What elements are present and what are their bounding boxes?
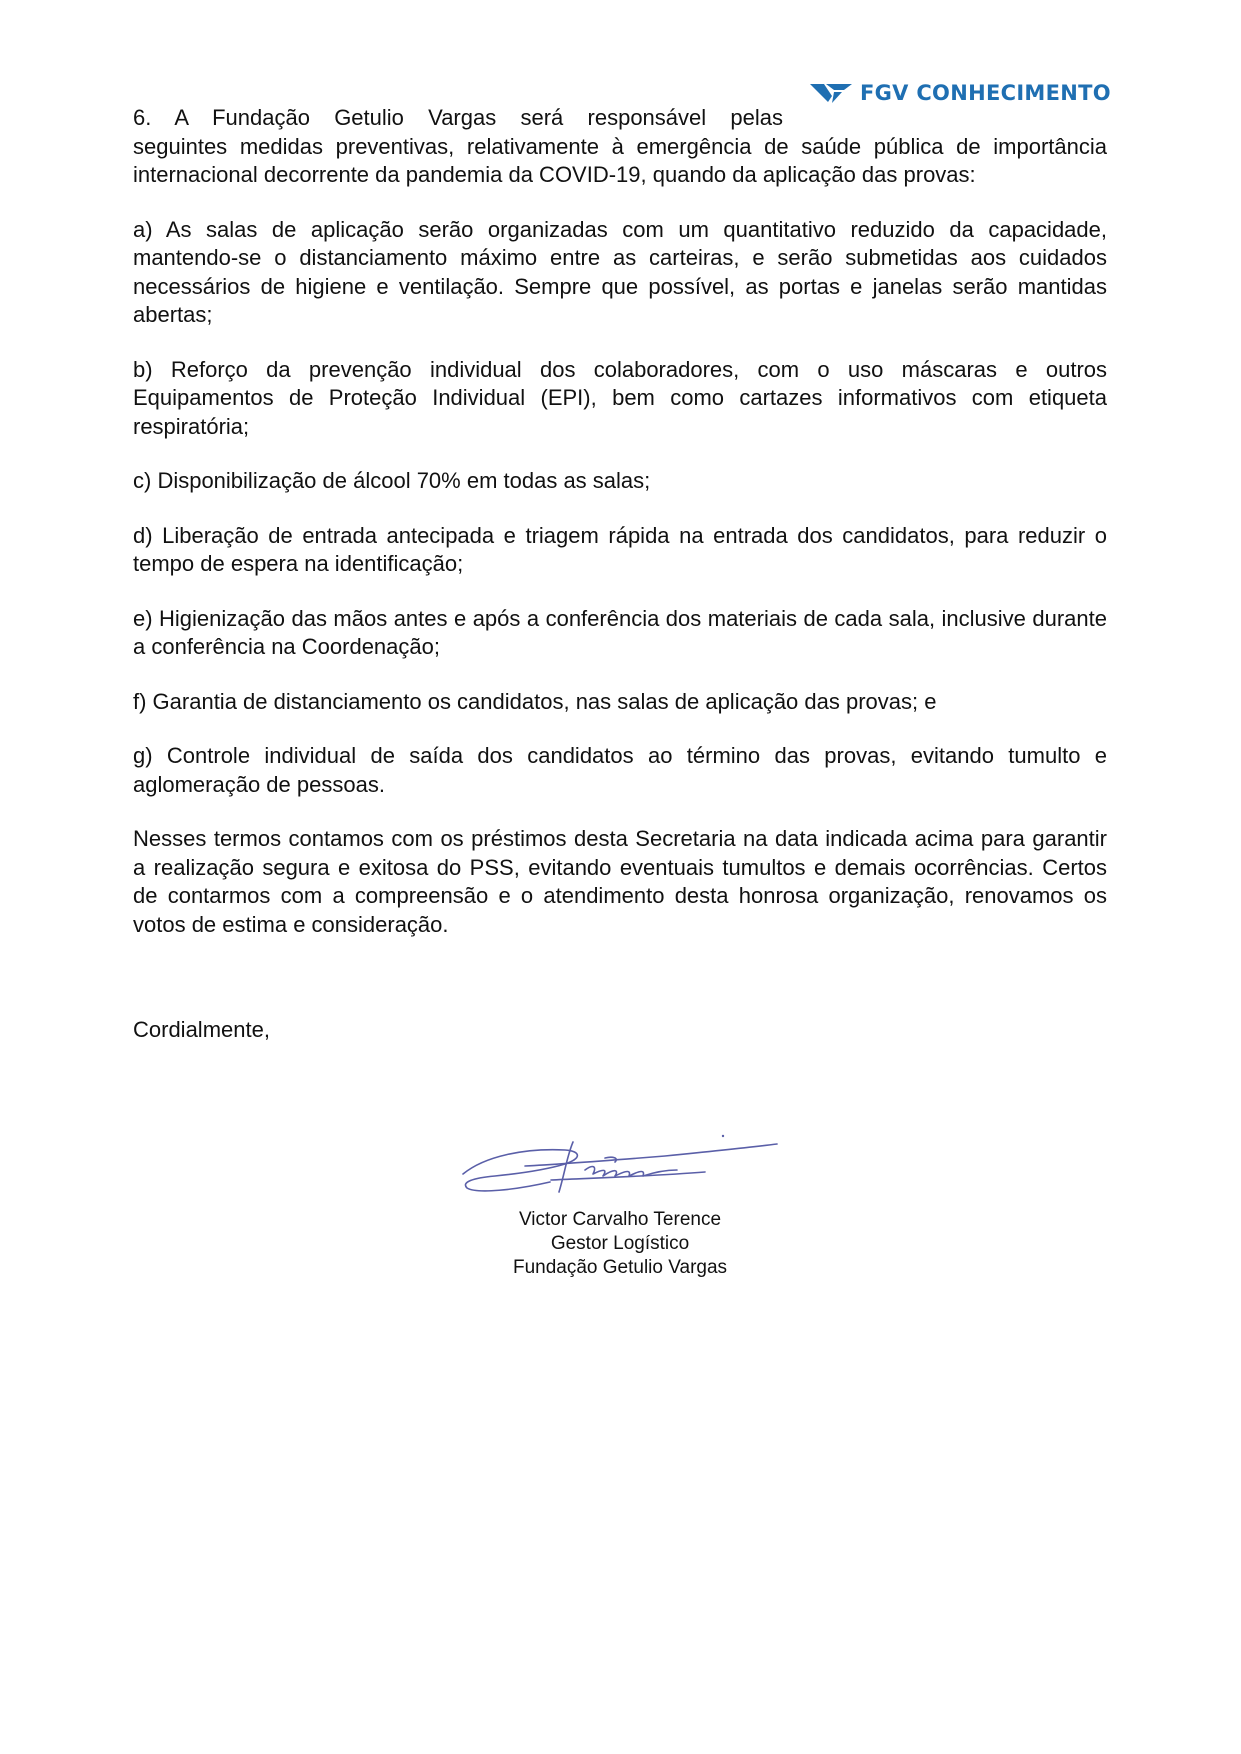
paragraph-6-first-line: 6. A Fundação Getulio Vargas será responsável pelas: [133, 105, 783, 130]
letter-body: [133, 104, 1107, 965]
paragraph-f: f) Garantia de distanciamento os candidatos, nas salas de aplicação das provas; e: [133, 688, 937, 714]
logo-text: FGV CONHECIMENTO: [860, 81, 1111, 105]
paragraph-d: d) Liberação de entrada antecipada e triagem rápida na entrada dos candidatos, para reduzir o tempo de espera na identificação;: [133, 522, 1107, 576]
paragraph-c: c) Disponibilização de álcool 70% em todas as salas;: [133, 468, 651, 493]
signer-role: Gestor Logístico: [550, 1233, 690, 1254]
paragraph-6-rest: seguintes medidas preventivas, relativamente à emergência de saúde pública de importância internacional decorrente da pandemia da COVID-19, quando da aplicação das provas:: [133, 133, 1107, 187]
paragraph-g: g) Controle individual de saída dos candidatos ao término das provas, evitando tumulto e aglomeração de pessoas.: [133, 743, 1107, 797]
paragraph-6: [133, 104, 1107, 190]
paragraph-e: e) Higienização das mãos antes e após a conferência dos materiais de cada sala, inclusive durante a conferência na Coordenação;: [133, 605, 1107, 659]
fgv-logo: [810, 80, 1116, 106]
signer-name: Victor Carvalho Terence: [518, 1209, 722, 1230]
fgv-chevron-icon: [810, 82, 852, 104]
paragraph-b: b) Reforço da prevenção individual dos colaboradores, com o uso máscaras e outros Equipamentos de Proteção Individual (EPI), bem como cartazes informativos com etiqueta respiratória;: [133, 356, 1107, 439]
paragraph-a: a) As salas de aplicação serão organizadas com um quantitativo reduzido da capacidade, mantendo-se o distanciamento máximo entre as carteiras, e serão submetidas aos cuidados necessários de higiene e ventilação. Sempre que possível, as portas e janelas serão mantidas abertas;: [133, 216, 1107, 327]
handwritten-signature: [455, 1130, 785, 1208]
signer-block: [455, 1208, 785, 1280]
closing-salutation: Cordialmente,: [133, 1017, 270, 1042]
signer-organization: Fundação Getulio Vargas: [512, 1257, 728, 1278]
paragraph-closing: Nesses termos contamos com os préstimos desta Secretaria na data indicada acima para garantir a realização segura e exitosa do PSS, evitando eventuais tumultos e demais ocorrências. Certos de contarmos com a compreensão e o atendimento desta honrosa organização, renovamos os votos de estima e consideração.: [133, 826, 1107, 937]
